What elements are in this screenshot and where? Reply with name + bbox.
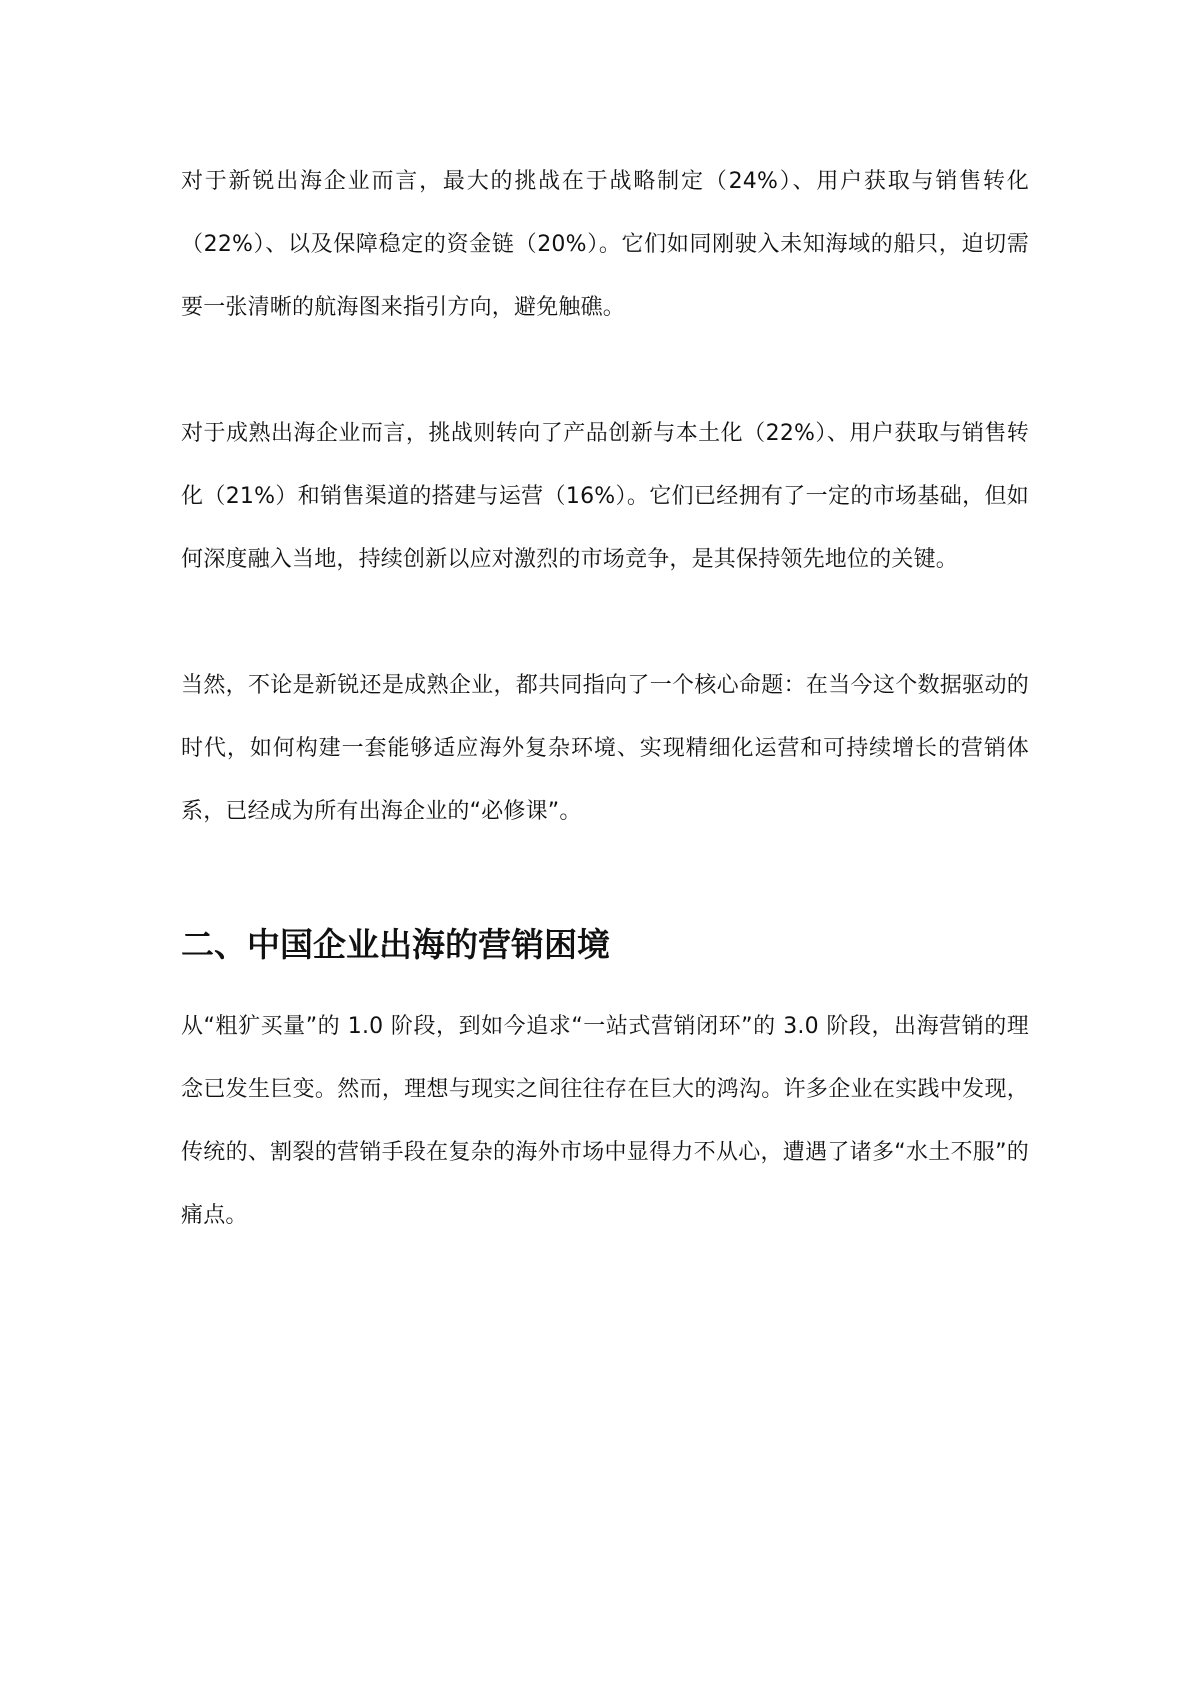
document-page (181, 150, 1029, 1247)
paragraph-mature-companies: 对于成熟出海企业而言，挑战则转向了产品创新与本土化（22%）、用户获取与销售转化（21%）和销售渠道的搭建与运营（16%）。它们已经拥有了一定的市场基础，但如何深度融入当地，持续创新以应对激烈的市场竞争，是其保持领先地位的关键。 (181, 421, 1029, 572)
paragraph-core-proposition: 当然，不论是新锐还是成熟企业，都共同指向了一个核心命题：在当今这个数据驱动的时代，如何构建一套能够适应海外复杂环境、实现精细化运营和可持续增长的营销体系，已经成为所有出海企业的“必修课”。 (181, 673, 1029, 824)
paragraph-marketing-dilemma: 从“粗犷买量”的 1.0 阶段，到如今追求“一站式营销闭环”的 3.0 阶段，出海营销的理念已发生巨变。然而，理想与现实之间往往存在巨大的鸿沟。许多企业在实践中发现，传统的、割裂的营销手段在复杂的海外市场中显得力不从心，遭遇了诸多“水土不服”的痛点。 (181, 1014, 1029, 1228)
paragraph-new-companies: 对于新锐出海企业而言，最大的挑战在于战略制定（24%）、用户获取与销售转化（22%）、以及保障稳定的资金链（20%）。它们如同刚驶入未知海域的船只，迫切需要一张清晰的航海图来指引方向，避免触礁。 (181, 169, 1029, 320)
section-heading: 二、中国企业出海的营销困境 (181, 925, 610, 964)
